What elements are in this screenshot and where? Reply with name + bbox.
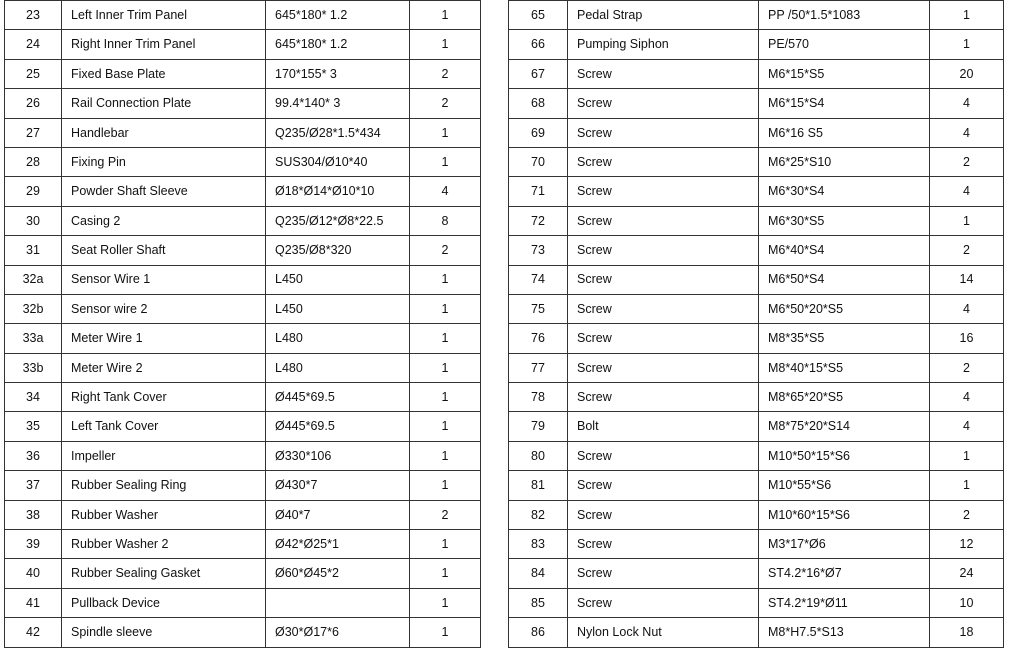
table-row (5, 1, 481, 30)
part-number-cell: 70 (509, 147, 568, 176)
part-spec-cell: M10*50*15*S6 (759, 441, 930, 470)
part-number-cell: 41 (5, 588, 62, 617)
part-spec-cell: Q235/Ø28*1.5*434 (266, 118, 410, 147)
part-spec-cell: 645*180* 1.2 (266, 1, 410, 30)
part-spec-cell: L450 (266, 265, 410, 294)
part-qty-cell: 4 (930, 383, 1004, 412)
part-spec-cell: Ø18*Ø14*Ø10*10 (266, 177, 410, 206)
part-number-cell: 68 (509, 89, 568, 118)
table-row (509, 30, 1004, 59)
table-row (509, 1, 1004, 30)
table-row (509, 618, 1004, 647)
table-row (5, 294, 481, 323)
part-number-cell: 67 (509, 59, 568, 88)
part-name-cell: Bolt (568, 412, 759, 441)
part-name-cell: Screw (568, 530, 759, 559)
table-row (5, 441, 481, 470)
table-row (509, 324, 1004, 353)
table-row (5, 30, 481, 59)
part-name-cell: Fixing Pin (62, 147, 266, 176)
part-qty-cell: 2 (930, 353, 1004, 382)
table-row (5, 59, 481, 88)
part-spec-cell: M6*40*S4 (759, 236, 930, 265)
table-row (509, 353, 1004, 382)
part-qty-cell: 1 (410, 324, 481, 353)
part-qty-cell: 1 (410, 559, 481, 588)
part-spec-cell: PP /50*1.5*1083 (759, 1, 930, 30)
part-name-cell: Handlebar (62, 118, 266, 147)
table-row (509, 441, 1004, 470)
part-number-cell: 77 (509, 353, 568, 382)
part-number-cell: 85 (509, 588, 568, 617)
table-row (5, 206, 481, 235)
part-spec-cell: Ø330*106 (266, 441, 410, 470)
part-spec-cell: SUS304/Ø10*40 (266, 147, 410, 176)
part-spec-cell: Ø42*Ø25*1 (266, 530, 410, 559)
part-spec-cell: L450 (266, 294, 410, 323)
part-number-cell: 33a (5, 324, 62, 353)
part-name-cell: Screw (568, 177, 759, 206)
part-qty-cell: 1 (930, 30, 1004, 59)
part-qty-cell: 4 (930, 89, 1004, 118)
part-name-cell: Sensor wire 2 (62, 294, 266, 323)
part-qty-cell: 1 (410, 412, 481, 441)
part-number-cell: 74 (509, 265, 568, 294)
part-name-cell: Spindle sleeve (62, 618, 266, 647)
part-qty-cell: 1 (410, 441, 481, 470)
part-name-cell: Nylon Lock Nut (568, 618, 759, 647)
part-number-cell: 34 (5, 383, 62, 412)
part-qty-cell: 2 (930, 500, 1004, 529)
part-qty-cell: 18 (930, 618, 1004, 647)
part-number-cell: 33b (5, 353, 62, 382)
part-qty-cell: 1 (930, 1, 1004, 30)
part-spec-cell: M8*H7.5*S13 (759, 618, 930, 647)
part-number-cell: 30 (5, 206, 62, 235)
part-number-cell: 66 (509, 30, 568, 59)
part-spec-cell (266, 588, 410, 617)
part-number-cell: 69 (509, 118, 568, 147)
part-qty-cell: 1 (930, 206, 1004, 235)
table-row (509, 412, 1004, 441)
part-name-cell: Right Inner Trim Panel (62, 30, 266, 59)
part-name-cell: Seat Roller Shaft (62, 236, 266, 265)
part-name-cell: Powder Shaft Sleeve (62, 177, 266, 206)
table-row (509, 177, 1004, 206)
part-spec-cell: 170*155* 3 (266, 59, 410, 88)
part-spec-cell: Ø60*Ø45*2 (266, 559, 410, 588)
part-name-cell: Casing 2 (62, 206, 266, 235)
part-name-cell: Meter Wire 2 (62, 353, 266, 382)
part-qty-cell: 1 (410, 265, 481, 294)
part-spec-cell: M6*15*S4 (759, 89, 930, 118)
part-spec-cell: Ø30*Ø17*6 (266, 618, 410, 647)
part-qty-cell: 2 (930, 236, 1004, 265)
part-number-cell: 75 (509, 294, 568, 323)
table-row (5, 471, 481, 500)
part-name-cell: Screw (568, 324, 759, 353)
part-number-cell: 76 (509, 324, 568, 353)
table-row (5, 618, 481, 647)
part-spec-cell: PE/570 (759, 30, 930, 59)
part-spec-cell: Ø40*7 (266, 500, 410, 529)
part-name-cell: Screw (568, 118, 759, 147)
table-row (5, 177, 481, 206)
part-qty-cell: 20 (930, 59, 1004, 88)
part-name-cell: Left Tank Cover (62, 412, 266, 441)
table-row (5, 588, 481, 617)
part-spec-cell: M8*65*20*S5 (759, 383, 930, 412)
part-qty-cell: 1 (410, 618, 481, 647)
part-qty-cell: 2 (930, 147, 1004, 176)
part-number-cell: 78 (509, 383, 568, 412)
part-number-cell: 71 (509, 177, 568, 206)
part-number-cell: 28 (5, 147, 62, 176)
part-spec-cell: M8*35*S5 (759, 324, 930, 353)
part-number-cell: 84 (509, 559, 568, 588)
part-qty-cell: 4 (930, 177, 1004, 206)
part-name-cell: Right Tank Cover (62, 383, 266, 412)
part-qty-cell: 2 (410, 89, 481, 118)
part-spec-cell: M10*55*S6 (759, 471, 930, 500)
part-qty-cell: 1 (410, 383, 481, 412)
table-row (509, 59, 1004, 88)
part-qty-cell: 14 (930, 265, 1004, 294)
part-name-cell: Screw (568, 294, 759, 323)
part-spec-cell: M10*60*15*S6 (759, 500, 930, 529)
part-name-cell: Pedal Strap (568, 1, 759, 30)
table-row (509, 530, 1004, 559)
part-spec-cell: M6*16 S5 (759, 118, 930, 147)
part-number-cell: 73 (509, 236, 568, 265)
part-name-cell: Screw (568, 236, 759, 265)
parts-table-right (508, 0, 1004, 648)
table-row (5, 118, 481, 147)
table-row (5, 236, 481, 265)
part-qty-cell: 4 (930, 294, 1004, 323)
part-number-cell: 32b (5, 294, 62, 323)
part-spec-cell: Q235/Ø8*320 (266, 236, 410, 265)
part-name-cell: Left Inner Trim Panel (62, 1, 266, 30)
part-number-cell: 38 (5, 500, 62, 529)
part-name-cell: Pumping Siphon (568, 30, 759, 59)
part-qty-cell: 1 (410, 588, 481, 617)
part-qty-cell: 1 (410, 471, 481, 500)
part-spec-cell: Ø445*69.5 (266, 412, 410, 441)
part-name-cell: Screw (568, 353, 759, 382)
part-name-cell: Screw (568, 265, 759, 294)
part-qty-cell: 1 (410, 118, 481, 147)
table-row (5, 353, 481, 382)
part-number-cell: 72 (509, 206, 568, 235)
part-name-cell: Rubber Washer 2 (62, 530, 266, 559)
part-spec-cell: L480 (266, 353, 410, 382)
part-name-cell: Screw (568, 588, 759, 617)
part-spec-cell: M6*30*S5 (759, 206, 930, 235)
table-row (509, 265, 1004, 294)
part-qty-cell: 10 (930, 588, 1004, 617)
part-spec-cell: ST4.2*16*Ø7 (759, 559, 930, 588)
part-number-cell: 80 (509, 441, 568, 470)
part-number-cell: 27 (5, 118, 62, 147)
part-name-cell: Screw (568, 59, 759, 88)
part-name-cell: Screw (568, 471, 759, 500)
part-qty-cell: 12 (930, 530, 1004, 559)
part-number-cell: 36 (5, 441, 62, 470)
part-name-cell: Impeller (62, 441, 266, 470)
part-qty-cell: 1 (930, 471, 1004, 500)
table-row (5, 500, 481, 529)
part-number-cell: 65 (509, 1, 568, 30)
part-qty-cell: 4 (930, 412, 1004, 441)
table-row (509, 383, 1004, 412)
part-qty-cell: 16 (930, 324, 1004, 353)
part-name-cell: Screw (568, 559, 759, 588)
part-number-cell: 83 (509, 530, 568, 559)
part-spec-cell: M6*15*S5 (759, 59, 930, 88)
table-row (509, 118, 1004, 147)
part-qty-cell: 4 (930, 118, 1004, 147)
table-row (509, 588, 1004, 617)
parts-table-left (4, 0, 481, 648)
table-row (509, 89, 1004, 118)
table-row (509, 471, 1004, 500)
part-spec-cell: 99.4*140* 3 (266, 89, 410, 118)
part-number-cell: 86 (509, 618, 568, 647)
part-qty-cell: 2 (410, 236, 481, 265)
part-spec-cell: Q235/Ø12*Ø8*22.5 (266, 206, 410, 235)
part-name-cell: Meter Wire 1 (62, 324, 266, 353)
part-name-cell: Screw (568, 441, 759, 470)
part-qty-cell: 1 (410, 294, 481, 323)
table-row (5, 324, 481, 353)
table-row (5, 412, 481, 441)
part-number-cell: 81 (509, 471, 568, 500)
part-number-cell: 79 (509, 412, 568, 441)
part-number-cell: 23 (5, 1, 62, 30)
table-row (5, 559, 481, 588)
part-name-cell: Fixed Base Plate (62, 59, 266, 88)
part-name-cell: Sensor Wire 1 (62, 265, 266, 294)
part-qty-cell: 4 (410, 177, 481, 206)
part-spec-cell: M8*40*15*S5 (759, 353, 930, 382)
table-row (509, 559, 1004, 588)
part-number-cell: 40 (5, 559, 62, 588)
part-name-cell: Rubber Washer (62, 500, 266, 529)
part-number-cell: 25 (5, 59, 62, 88)
part-qty-cell: 24 (930, 559, 1004, 588)
part-spec-cell: 645*180* 1.2 (266, 30, 410, 59)
part-name-cell: Rail Connection Plate (62, 89, 266, 118)
part-qty-cell: 1 (410, 30, 481, 59)
part-qty-cell: 8 (410, 206, 481, 235)
part-number-cell: 29 (5, 177, 62, 206)
part-qty-cell: 1 (410, 147, 481, 176)
part-name-cell: Screw (568, 147, 759, 176)
part-name-cell: Screw (568, 383, 759, 412)
table-row (509, 500, 1004, 529)
part-number-cell: 37 (5, 471, 62, 500)
part-name-cell: Rubber Sealing Gasket (62, 559, 266, 588)
table-row (509, 147, 1004, 176)
part-qty-cell: 1 (410, 530, 481, 559)
part-qty-cell: 1 (930, 441, 1004, 470)
part-spec-cell: M6*50*20*S5 (759, 294, 930, 323)
part-number-cell: 35 (5, 412, 62, 441)
table-row (5, 265, 481, 294)
part-spec-cell: ST4.2*19*Ø11 (759, 588, 930, 617)
part-number-cell: 24 (5, 30, 62, 59)
part-number-cell: 26 (5, 89, 62, 118)
part-number-cell: 39 (5, 530, 62, 559)
part-spec-cell: L480 (266, 324, 410, 353)
part-qty-cell: 1 (410, 353, 481, 382)
part-name-cell: Screw (568, 89, 759, 118)
part-spec-cell: M6*30*S4 (759, 177, 930, 206)
table-row (509, 206, 1004, 235)
part-spec-cell: M3*17*Ø6 (759, 530, 930, 559)
part-spec-cell: M6*50*S4 (759, 265, 930, 294)
part-spec-cell: M8*75*20*S14 (759, 412, 930, 441)
part-number-cell: 82 (509, 500, 568, 529)
part-spec-cell: Ø445*69.5 (266, 383, 410, 412)
table-row (5, 383, 481, 412)
part-spec-cell: Ø430*7 (266, 471, 410, 500)
part-qty-cell: 2 (410, 59, 481, 88)
part-number-cell: 31 (5, 236, 62, 265)
part-name-cell: Screw (568, 206, 759, 235)
table-row (509, 236, 1004, 265)
table-row (5, 530, 481, 559)
part-name-cell: Pullback Device (62, 588, 266, 617)
table-row (509, 294, 1004, 323)
part-qty-cell: 2 (410, 500, 481, 529)
part-number-cell: 42 (5, 618, 62, 647)
part-qty-cell: 1 (410, 1, 481, 30)
part-number-cell: 32a (5, 265, 62, 294)
part-name-cell: Rubber Sealing Ring (62, 471, 266, 500)
part-name-cell: Screw (568, 500, 759, 529)
part-spec-cell: M6*25*S10 (759, 147, 930, 176)
table-row (5, 89, 481, 118)
table-row (5, 147, 481, 176)
